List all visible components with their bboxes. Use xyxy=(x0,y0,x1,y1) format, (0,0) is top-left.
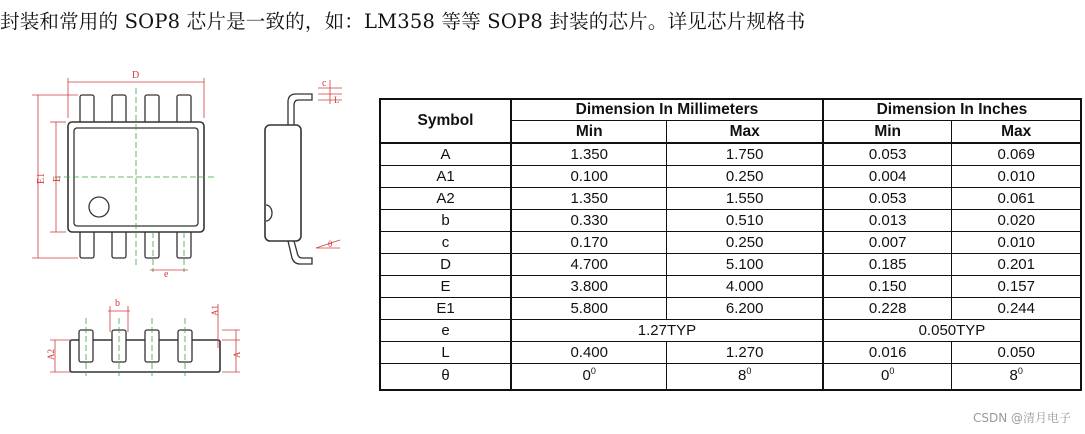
cell-mm-min: 4.700 xyxy=(511,254,667,276)
dim-label-c: c xyxy=(322,78,327,89)
cell-mm-max: 1.270 xyxy=(667,342,823,364)
cell-mm-max: 4.000 xyxy=(667,276,823,298)
intro-text: 封装和常用的 SOP8 芯片是一致的，如：LM358 等等 SOP8 封装的芯片。详见芯片规格书 xyxy=(0,10,806,33)
cell-in-min: 0.013 xyxy=(823,210,952,232)
value-main: 0 xyxy=(582,367,591,385)
cell-mm-min: 1.350 xyxy=(511,143,667,166)
table-row xyxy=(380,166,1081,188)
table-row-L xyxy=(380,342,1081,364)
dim-label-E: E xyxy=(52,175,63,182)
cell-mm-max: 1.550 xyxy=(667,188,823,210)
cell-in-max: 0.069 xyxy=(952,143,1081,166)
cell-mm-max: 6.200 xyxy=(667,298,823,320)
cell-symbol: A xyxy=(380,143,511,166)
sop8-package-drawing xyxy=(0,62,370,392)
cell-mm-min: 1.350 xyxy=(511,188,667,210)
cell-in-typ: 0.050TYP xyxy=(823,320,1081,342)
cell-in-min: 0.150 xyxy=(823,276,952,298)
table-row xyxy=(380,232,1081,254)
value-main: 8 xyxy=(1009,367,1018,385)
cell-in-max: 0.244 xyxy=(952,298,1081,320)
cell-in-max: 0.010 xyxy=(952,166,1081,188)
side-view xyxy=(265,94,312,264)
dim-label-A2: A2 xyxy=(46,349,56,360)
cell-in-max xyxy=(952,364,1081,390)
header-mm-max: Max xyxy=(667,121,823,144)
table-row xyxy=(380,276,1081,298)
cell-symbol: E xyxy=(380,276,511,298)
cell-mm-min: 3.800 xyxy=(511,276,667,298)
cell-symbol: b xyxy=(380,210,511,232)
header-mm-min: Min xyxy=(511,121,667,144)
cell-symbol: E1 xyxy=(380,298,511,320)
table-row xyxy=(380,254,1081,276)
table-row xyxy=(380,188,1081,210)
table-row xyxy=(380,143,1081,166)
degree-sup: 0 xyxy=(889,366,895,377)
value-main: 0 xyxy=(880,367,890,385)
cell-in-min: 0.007 xyxy=(823,232,952,254)
degree-sup: 0 xyxy=(1017,366,1023,377)
cell-mm-max: 1.750 xyxy=(667,143,823,166)
cell-mm-min xyxy=(511,364,667,390)
degree-sup: 0 xyxy=(590,366,596,377)
cell-in-max: 0.201 xyxy=(952,254,1081,276)
value-main: 8 xyxy=(737,367,747,385)
cell-in-min: 0.185 xyxy=(823,254,952,276)
cell-symbol: L xyxy=(380,342,511,364)
cell-in-min xyxy=(823,364,952,390)
cell-symbol: D xyxy=(380,254,511,276)
header-symbol: Symbol xyxy=(380,99,511,143)
cell-symbol: c xyxy=(380,232,511,254)
dim-label-E1: E1 xyxy=(36,172,47,184)
dim-label-A: A xyxy=(232,351,242,358)
cell-in-max: 0.050 xyxy=(952,342,1081,364)
header-millimeters: Dimension In Millimeters xyxy=(511,99,823,121)
cell-in-max: 0.157 xyxy=(952,276,1081,298)
cell-symbol: θ xyxy=(380,364,511,390)
cell-in-max: 0.061 xyxy=(952,188,1081,210)
watermark: CSDN @清月电子 xyxy=(972,411,1071,425)
cell-in-max: 0.020 xyxy=(952,210,1081,232)
cell-in-max: 0.010 xyxy=(952,232,1081,254)
cell-mm-min: 5.800 xyxy=(511,298,667,320)
dim-label-theta: θ xyxy=(328,239,333,249)
cell-mm-max: 0.250 xyxy=(667,166,823,188)
dim-label-A1: A1 xyxy=(210,305,220,316)
dim-label-b: b xyxy=(115,298,120,309)
cell-mm-max: 0.510 xyxy=(667,210,823,232)
cell-in-min: 0.016 xyxy=(823,342,952,364)
table-row-theta xyxy=(380,364,1081,390)
cell-symbol: A1 xyxy=(380,166,511,188)
cell-mm-min: 0.170 xyxy=(511,232,667,254)
cell-mm-max: 0.250 xyxy=(667,232,823,254)
dim-label-D: D xyxy=(132,70,140,81)
cell-in-min: 0.053 xyxy=(823,143,952,166)
table-row-e xyxy=(380,320,1081,342)
dim-label-L: L xyxy=(334,95,340,105)
dimension-table xyxy=(379,98,1082,391)
dim-label-e: e xyxy=(164,269,169,280)
table-header-row xyxy=(380,99,1081,121)
cell-mm-typ: 1.27TYP xyxy=(511,320,823,342)
header-in-min: Min xyxy=(823,121,952,144)
cell-symbol: A2 xyxy=(380,188,511,210)
front-view xyxy=(70,330,220,372)
degree-sup: 0 xyxy=(746,366,752,377)
header-inches: Dimension In Inches xyxy=(823,99,1081,121)
cell-mm-min: 0.400 xyxy=(511,342,667,364)
cell-mm-min: 0.100 xyxy=(511,166,667,188)
cell-in-min: 0.228 xyxy=(823,298,952,320)
cell-in-min: 0.004 xyxy=(823,166,952,188)
cell-mm-max: 5.100 xyxy=(667,254,823,276)
cell-mm-min: 0.330 xyxy=(511,210,667,232)
header-in-max: Max xyxy=(952,121,1081,144)
cell-in-min: 0.053 xyxy=(823,188,952,210)
cell-mm-max xyxy=(667,364,823,390)
table-row xyxy=(380,298,1081,320)
cell-symbol: e xyxy=(380,320,511,342)
table-row xyxy=(380,210,1081,232)
